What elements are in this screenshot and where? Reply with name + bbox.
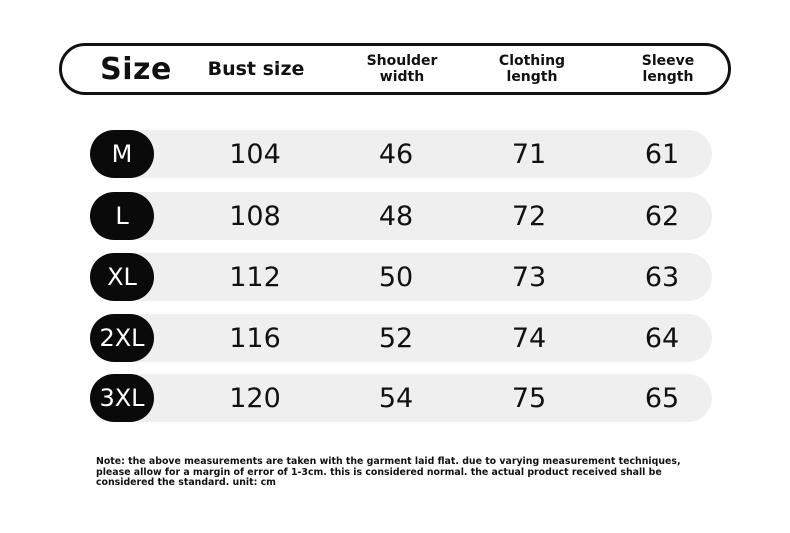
bust-value: 120 xyxy=(229,382,281,414)
size-badge: 2XL xyxy=(90,314,154,362)
header-shoulder-line2: width xyxy=(379,69,425,85)
length-value: 74 xyxy=(511,322,547,354)
header-size: Size xyxy=(100,51,172,87)
sleeve-value: 63 xyxy=(644,261,680,293)
header-length-line1: Clothing xyxy=(498,53,566,69)
header-clothing-length xyxy=(474,46,590,92)
shoulder-value: 52 xyxy=(378,322,414,354)
size-badge: 3XL xyxy=(90,374,154,422)
header-shoulder-line1: Shoulder xyxy=(366,53,438,69)
shoulder-value: 50 xyxy=(378,261,414,293)
sleeve-value: 62 xyxy=(644,200,680,232)
size-badge: L xyxy=(90,192,154,240)
size-row-l xyxy=(90,192,712,240)
shoulder-value: 46 xyxy=(378,138,414,170)
header-sleeve-line2: length xyxy=(642,69,694,85)
size-chart-header xyxy=(59,43,731,95)
sleeve-value: 65 xyxy=(644,382,680,414)
header-bust-size: Bust size xyxy=(207,58,305,80)
size-row-2xl xyxy=(90,314,712,362)
bust-value: 108 xyxy=(229,200,281,232)
bust-value: 112 xyxy=(229,261,281,293)
length-value: 71 xyxy=(511,138,547,170)
measurement-note: Note: the above measurements are taken with the garment laid flat. due to varying measurement techniques, please allow for a margin of error of 1-3cm. this is considered normal. the actual product received shall be considered the standard. unit: cm xyxy=(96,456,681,488)
size-badge: XL xyxy=(90,253,154,301)
bust-value: 104 xyxy=(229,138,281,170)
sleeve-value: 61 xyxy=(644,138,680,170)
header-shoulder-width xyxy=(344,46,460,92)
length-value: 73 xyxy=(511,261,547,293)
size-row-xl xyxy=(90,253,712,301)
shoulder-value: 48 xyxy=(378,200,414,232)
header-length-line2: length xyxy=(506,69,558,85)
shoulder-value: 54 xyxy=(378,382,414,414)
bust-value: 116 xyxy=(229,322,281,354)
length-value: 75 xyxy=(511,382,547,414)
header-sleeve-line1: Sleeve xyxy=(641,53,695,69)
size-badge: M xyxy=(90,130,154,178)
size-row-m xyxy=(90,130,712,178)
size-row-3xl xyxy=(90,374,712,422)
header-sleeve-length xyxy=(610,46,726,92)
length-value: 72 xyxy=(511,200,547,232)
sleeve-value: 64 xyxy=(644,322,680,354)
